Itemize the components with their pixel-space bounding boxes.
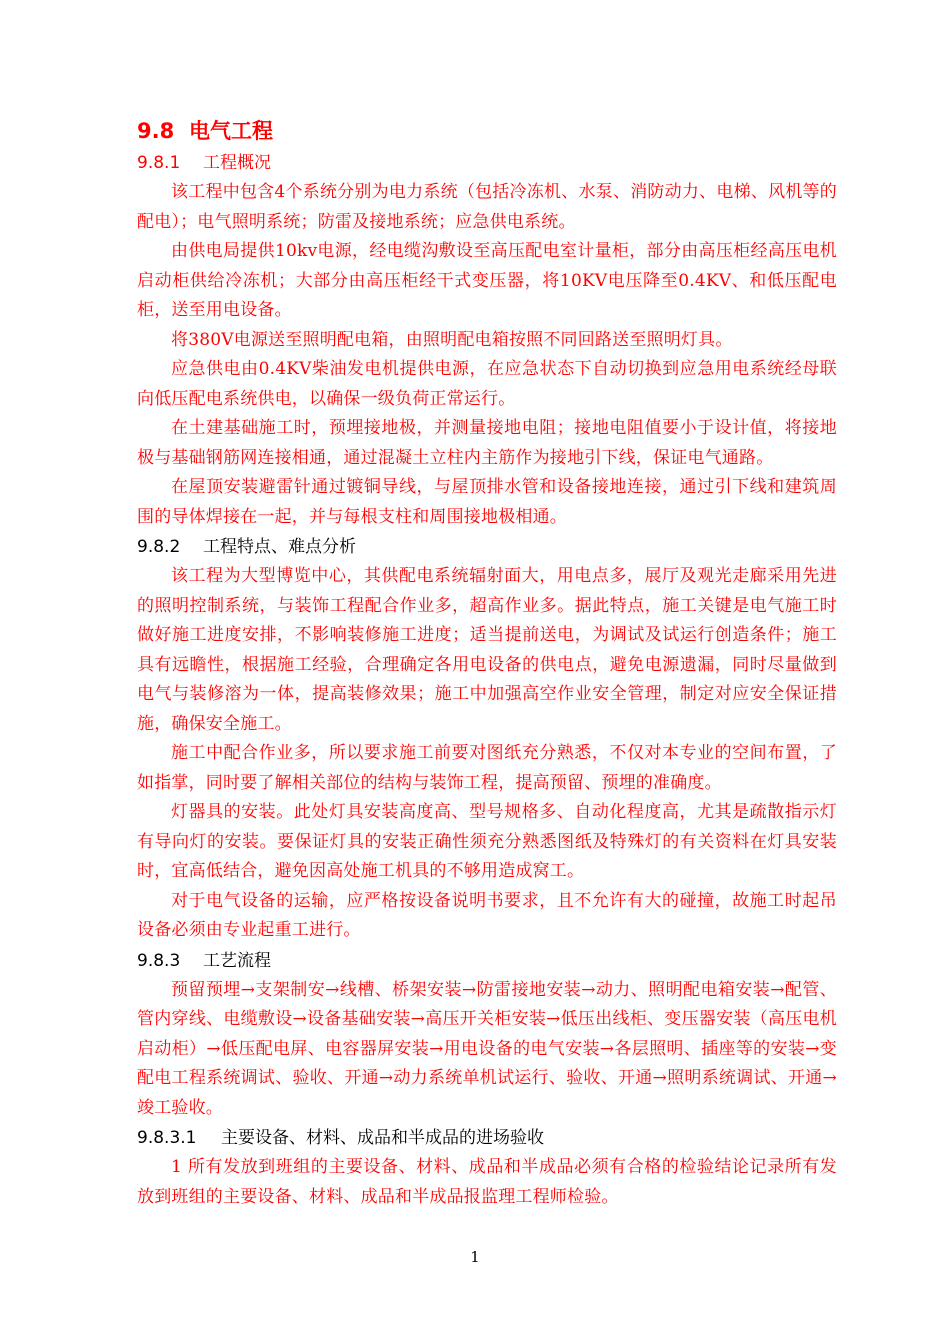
paragraph: 由供电局提供10kv电源，经电缆沟敷设至高压配电室计量柜，部分由高压柜经高压电机启动柜供给冷冻机；大部分由高压柜经干式变压器，将10KV电压降至0.4KV、和低压配电柜，送至用电设备。 bbox=[137, 241, 837, 320]
paragraph: 施工中配合作业多，所以要求施工前要对图纸充分熟悉，不仅对本专业的空间布置，了如指掌，同时要了解相关部位的结构与装饰工程，提高预留、预埋的准确度。 bbox=[137, 743, 837, 793]
paragraph: 应急供电由0.4KV柴油发电机提供电源，在应急状态下自动切换到应急用电系统经母联向低压配电系统供电，以确保一级负荷正常运行。 bbox=[137, 359, 837, 409]
paragraph: 预留预埋→支架制安→线槽、桥架安装→防雷接地安装→动力、照明配电箱安装→配管、管内穿线、电缆敷设→设备基础安装→高压开关柜安装→低压出线柜、变压器安装（高压电机启动柜）→低压配电屏、电容器屏安装→用电设备的电气安装→各层照明、插座等的安装→变配电工程系统调试、验收、开通→动力系统单机试运行、验收、开通→照明系统调试、开通→竣工验收。 bbox=[137, 979, 837, 1118]
paragraph: 该工程为大型博览中心，其供配电系统辐射面大，用电点多，展厅及观光走廊采用先进的照明控制系统，与装饰工程配合作业多，超高作业多。据此特点，施工关键是电气施工时做好施工进度安排，不影响装修施工进度；适当提前送电，为调试及试运行创造条件；施工具有远瞻性，根据施工经验，合理确定各用电设备的供电点，避免电源遗漏，同时尽量做到电气与装修溶为一体，提高装修效果；施工中加强高空作业安全管理，制定对应安全保证措施，确保安全施工。 bbox=[137, 566, 837, 734]
paragraph: 对于电气设备的运输，应严格按设备说明书要求，且不允许有大的碰撞，故施工时起吊设备必须由专业起重工进行。 bbox=[137, 890, 837, 940]
paragraph: 灯器具的安装。此处灯具安装高度高、型号规格多、自动化程度高，尤其是疏散指示灯有导向灯的安装。要保证灯具的安装正确性须充分熟悉图纸及特殊灯的有关资料在灯具安装时，宜高低结合，避免因高处施工机具的不够用造成窝工。 bbox=[137, 802, 837, 881]
paragraph: 在屋顶安装避雷针通过镀铜导线，与屋顶排水管和设备接地连接，通过引下线和建筑周围的导体焊接在一起，并与每根支柱和周围接地极相通。 bbox=[137, 477, 837, 527]
section-heading-9-8-1 bbox=[137, 148, 837, 178]
section-number: 9.8.2 bbox=[137, 537, 181, 557]
paragraph: 在土建基础施工时，预埋接地极，并测量接地电阻；接地电阻值要小于设计值，将接地极与基础钢筋网连接相通，通过混凝土立柱内主筋作为接地引下线，保证电气通路。 bbox=[137, 418, 837, 468]
paragraph: 1 所有发放到班组的主要设备、材料、成品和半成品必须有合格的检验结论记录所有发放到班组的主要设备、材料、成品和半成品报监理工程师检验。 bbox=[137, 1157, 837, 1207]
section-title: 工程概况 bbox=[203, 153, 271, 173]
section-number: 9.8 bbox=[137, 119, 175, 143]
section-number: 9.8.3 bbox=[137, 950, 181, 971]
document-content bbox=[137, 112, 837, 1212]
section-heading-9-8 bbox=[137, 114, 837, 148]
page-number: 1 bbox=[470, 1248, 480, 1266]
paragraph: 该工程中包含4个系统分别为电力系统（包括冷冻机、水泵、消防动力、电梯、风机等的配电）；电气照明系统；防雷及接地系统；应急供电系统。 bbox=[137, 182, 837, 232]
section-title: 工艺流程 bbox=[203, 950, 271, 971]
section-heading-9-8-3-1 bbox=[137, 1123, 837, 1153]
section-title: 主要设备、材料、成品和半成品的进场验收 bbox=[221, 1128, 544, 1148]
section-heading-9-8-3 bbox=[137, 946, 837, 976]
section-number: 9.8.3.1 bbox=[137, 1128, 197, 1148]
section-heading-9-8-2 bbox=[137, 532, 837, 562]
section-title: 电气工程 bbox=[189, 119, 273, 143]
section-number: 9.8.1 bbox=[137, 153, 181, 173]
section-title: 工程特点、难点分析 bbox=[203, 537, 356, 557]
paragraph: 将380V电源送至照明配电箱，由照明配电箱按照不同回路送至照明灯具。 bbox=[171, 329, 733, 350]
